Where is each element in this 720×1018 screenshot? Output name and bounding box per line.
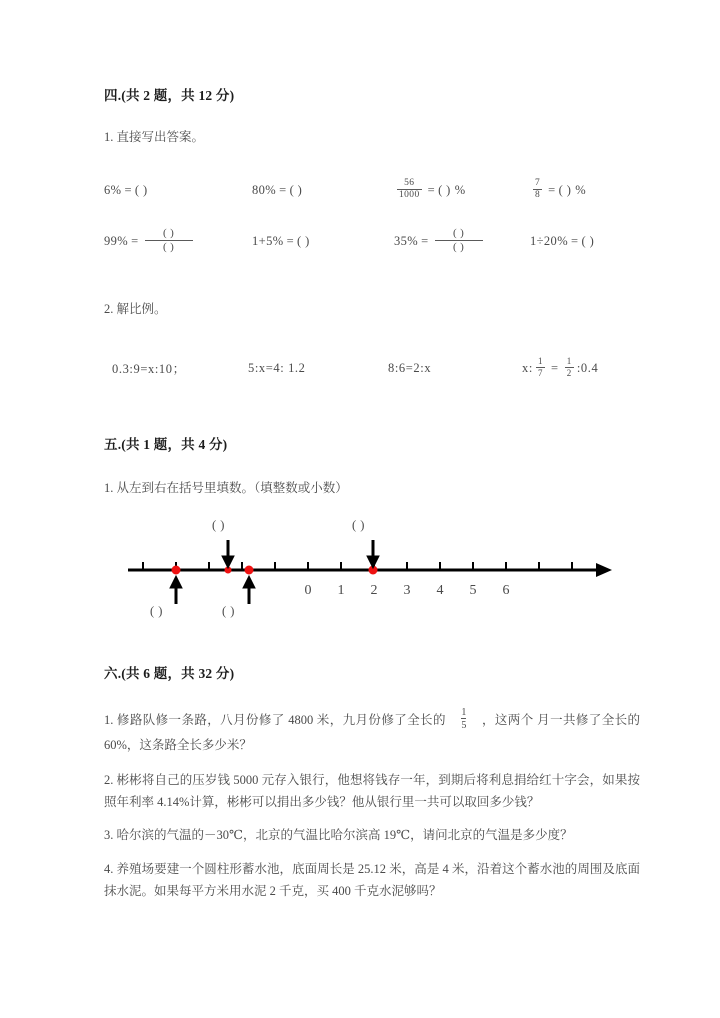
fraction-numerator: 1: [461, 707, 467, 719]
axis-label-0: 0: [304, 583, 312, 599]
fraction-denominator: 1000: [399, 190, 420, 201]
proportion-1[interactable]: 0.3:9=x:10；: [112, 362, 186, 377]
question-label-5-1: 1. 从左到右在括号里填数。（填整数或小数）: [104, 481, 348, 496]
expr-left: 1÷20%: [530, 233, 569, 248]
fraction-denominator: 5: [461, 720, 467, 732]
answer-blank[interactable]: ( ): [558, 183, 572, 198]
arithmetic-row-1: [104, 179, 640, 202]
word-problem-1-part-a: 1. 修路队修一条路，八月份修了 4800 米，九月份修了全长的: [104, 713, 446, 728]
expr-80-percent[interactable]: [252, 183, 394, 198]
equals-sign: =: [571, 233, 579, 248]
answer-blank[interactable]: ( ): [289, 183, 303, 198]
equals-sign: =: [131, 233, 139, 248]
fraction-answer-blank[interactable]: [145, 227, 193, 253]
number-line-svg: [128, 518, 628, 626]
proportion-row: [112, 357, 640, 379]
fraction-numerator: 1: [537, 356, 544, 367]
expr-left: 1+5%: [252, 233, 284, 248]
proportion-prefix: x:: [522, 360, 533, 375]
expr-left: 35%: [394, 233, 419, 248]
axis-label-5: 5: [469, 583, 477, 599]
expr-left: 80%: [252, 183, 277, 198]
fraction-denominator: 8: [535, 190, 541, 201]
equals-sign: =: [427, 183, 436, 198]
expr-1-div-20-percent[interactable]: [530, 234, 594, 249]
fraction-56-1000: [397, 178, 422, 201]
answer-blank[interactable]: ( ): [438, 183, 451, 198]
fraction-denominator-blank[interactable]: ( ): [435, 240, 483, 254]
number-line-dot-a: [172, 566, 181, 575]
answer-blank[interactable]: ( ): [134, 183, 148, 198]
fraction-denominator-blank[interactable]: ( ): [145, 240, 193, 254]
expr-1-plus-5-percent[interactable]: [252, 234, 394, 249]
number-line-arrowhead-icon: [596, 563, 612, 577]
word-problem-2: 2. 彬彬将自己的压岁钱 5000 元存入银行，他想将钱存一年，到期后将利息捐给红十字会，如果按照年利率 4.14%计算，彬彬可以捐出多少钱？他从银行里一共可以取回多少钱？: [104, 772, 640, 809]
proportion-2[interactable]: 5:x=4: 1.2: [248, 360, 306, 375]
expr-56-over-1000[interactable]: [394, 179, 530, 202]
section-heading-five: 五.(共 1 题，共 4 分): [104, 437, 228, 453]
question-label-4-2: 2. 解比例。: [104, 302, 167, 317]
axis-label-4: 4: [436, 583, 444, 599]
word-problem-1-part-c: 月一共修了全长的 60%，这条路全长多少米？: [104, 713, 641, 753]
expr-left: 6%: [104, 183, 122, 198]
axis-label-6: 6: [502, 583, 510, 599]
fraction-numerator-blank[interactable]: ( ): [162, 226, 175, 239]
percent-sign: %: [454, 183, 466, 198]
word-problem-4: 4. 养殖场要建一个圆柱形蓄水池，底面周长是 25.12 米，高是 4 米，沿着这个蓄水池的周围及底面抹水泥。如果每平方米用水泥 2 千克，买 400 千克水泥够吗？: [104, 862, 640, 899]
fraction-numerator: 1: [566, 356, 572, 367]
equals-sign: =: [421, 233, 429, 248]
fraction-1-7: [536, 356, 545, 378]
equals-sign: =: [124, 183, 132, 198]
fraction-denominator: 2: [566, 367, 572, 378]
section-heading-six: 六.(共 6 题，共 32 分): [104, 666, 235, 682]
section-heading-four: 四.(共 2 题，共 12 分): [104, 88, 235, 103]
equals-sign: =: [286, 233, 295, 248]
fraction-numerator: 56: [404, 178, 415, 189]
number-line-bracket-above-2[interactable]: ( ): [352, 518, 365, 533]
equals-sign: =: [551, 360, 559, 375]
number-line-up-arrows: [170, 576, 255, 604]
number-line-figure: [128, 518, 628, 626]
fraction-numerator: 7: [535, 178, 541, 189]
number-line-down-arrows: [222, 540, 379, 568]
number-line-bracket-below-1[interactable]: ( ): [150, 604, 163, 619]
axis-label-2: 2: [370, 583, 378, 599]
fraction-denominator: 7: [537, 367, 544, 378]
equals-sign: =: [548, 183, 556, 198]
word-problem-1-part-b: ，这两个: [481, 713, 534, 728]
number-line-dot-c: [245, 566, 254, 575]
number-line-bracket-above-1[interactable]: ( ): [212, 518, 225, 533]
word-problem-3: 3. 哈尔滨的气温的－30℃，北京的气温比哈尔滨高 19℃，请问北京的气温是多少度？: [104, 828, 573, 843]
expr-left: 99%: [104, 233, 129, 248]
fraction-7-8: [533, 178, 542, 201]
expr-7-over-8[interactable]: [530, 179, 586, 202]
number-line-labels: [305, 583, 510, 598]
answer-blank[interactable]: ( ): [297, 233, 310, 248]
worksheet-content: [104, 84, 640, 903]
fraction-numerator-blank[interactable]: ( ): [452, 226, 465, 239]
answer-blank[interactable]: ( ): [581, 233, 595, 248]
fraction-1-5: [461, 707, 466, 731]
number-line-bracket-below-2[interactable]: ( ): [222, 604, 235, 619]
equals-sign: =: [279, 183, 287, 198]
word-problem-1: [104, 708, 640, 758]
expr-6-percent[interactable]: [104, 183, 252, 198]
expr-99-percent[interactable]: [104, 228, 252, 254]
proportion-suffix: :0.4: [576, 360, 599, 375]
percent-sign: %: [575, 183, 587, 198]
arithmetic-row-2: [104, 228, 640, 254]
proportion-3[interactable]: 8:6=2:x: [388, 360, 432, 375]
axis-label-1: 1: [337, 583, 345, 599]
proportion-4[interactable]: [522, 357, 598, 379]
fraction-1-2: [565, 356, 574, 378]
fraction-answer-blank[interactable]: [435, 227, 483, 253]
expr-35-percent[interactable]: [394, 228, 530, 254]
axis-label-3: 3: [403, 583, 411, 599]
question-label-4-1: 1. 直接写出答案。: [104, 130, 205, 144]
